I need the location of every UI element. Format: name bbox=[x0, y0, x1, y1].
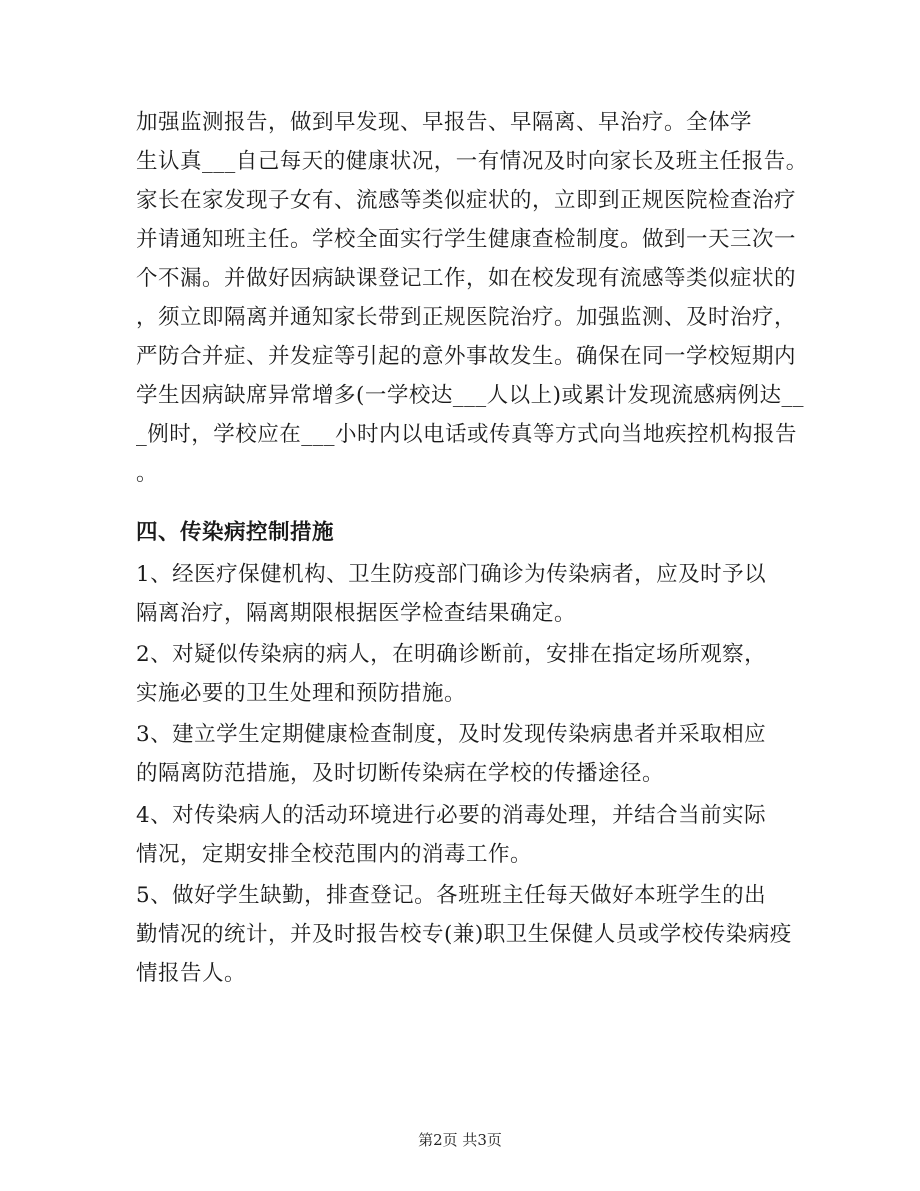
body-line: 实施必要的卫生处理和预防措施。 bbox=[136, 681, 467, 706]
section-heading: 四、传染病控制措施 bbox=[136, 520, 335, 545]
body-line: 4、对传染病人的活动环境进行必要的消毒处理，并结合当前实际 bbox=[136, 803, 767, 828]
body-line: 2、对疑似传染病的病人，在明确诊断前，安排在指定场所观察， bbox=[136, 642, 767, 667]
body-line: 5、做好学生缺勤，排查登记。各班班主任每天做好本班学生的出 bbox=[136, 883, 767, 908]
body-line: 情报告人。 bbox=[136, 961, 247, 986]
body-line: 情况，定期安排全校范围内的消毒工作。 bbox=[136, 842, 533, 867]
body-line: 加强监测报告，做到早发现、早报告、早隔离、早治疗。全体学 bbox=[136, 110, 753, 135]
body-line: 的隔离防范措施，及时切断传染病在学校的传播途径。 bbox=[136, 761, 665, 786]
body-line: 并请通知班主任。学校全面实行学生健康查检制度。做到一天三次一 bbox=[136, 227, 797, 252]
body-line: 学生因病缺席异常增多(一学校达___人以上)或累计发现流感病例达__ bbox=[136, 383, 805, 408]
page-number: 第2页 共3页 bbox=[418, 1131, 502, 1149]
body-line: 3、建立学生定期健康检查制度，及时发现传染病患者并采取相应 bbox=[136, 722, 767, 747]
body-line: 生认真___自己每天的健康状况，一有情况及时向家长及班主任报告。 bbox=[136, 149, 808, 174]
body-line: 。 bbox=[136, 461, 159, 486]
body-line: 严防合并症、并发症等引起的意外事故发生。确保在同一学校短期内 bbox=[136, 344, 797, 369]
body-line: 个不漏。并做好因病缺课登记工作，如在校发现有流感等类似症状的 bbox=[136, 266, 797, 291]
body-line: _例时，学校应在___小时内以电话或传真等方式向当地疾控机构报告 bbox=[136, 422, 798, 447]
body-line: 隔离治疗，隔离期限根据医学检查结果确定。 bbox=[136, 601, 577, 626]
body-line: ，须立即隔离并通知家长带到正规医院治疗。加强监测、及时治疗， bbox=[136, 305, 797, 330]
body-line: 1、经医疗保健机构、卫生防疫部门确诊为传染病者，应及时予以 bbox=[136, 562, 767, 587]
body-line: 勤情况的统计，并及时报告校专(兼)职卫生保健人员或学校传染病疫 bbox=[136, 922, 792, 947]
body-line: 家长在家发现子女有、流感等类似症状的，立即到正规医院检查治疗 bbox=[136, 188, 797, 213]
